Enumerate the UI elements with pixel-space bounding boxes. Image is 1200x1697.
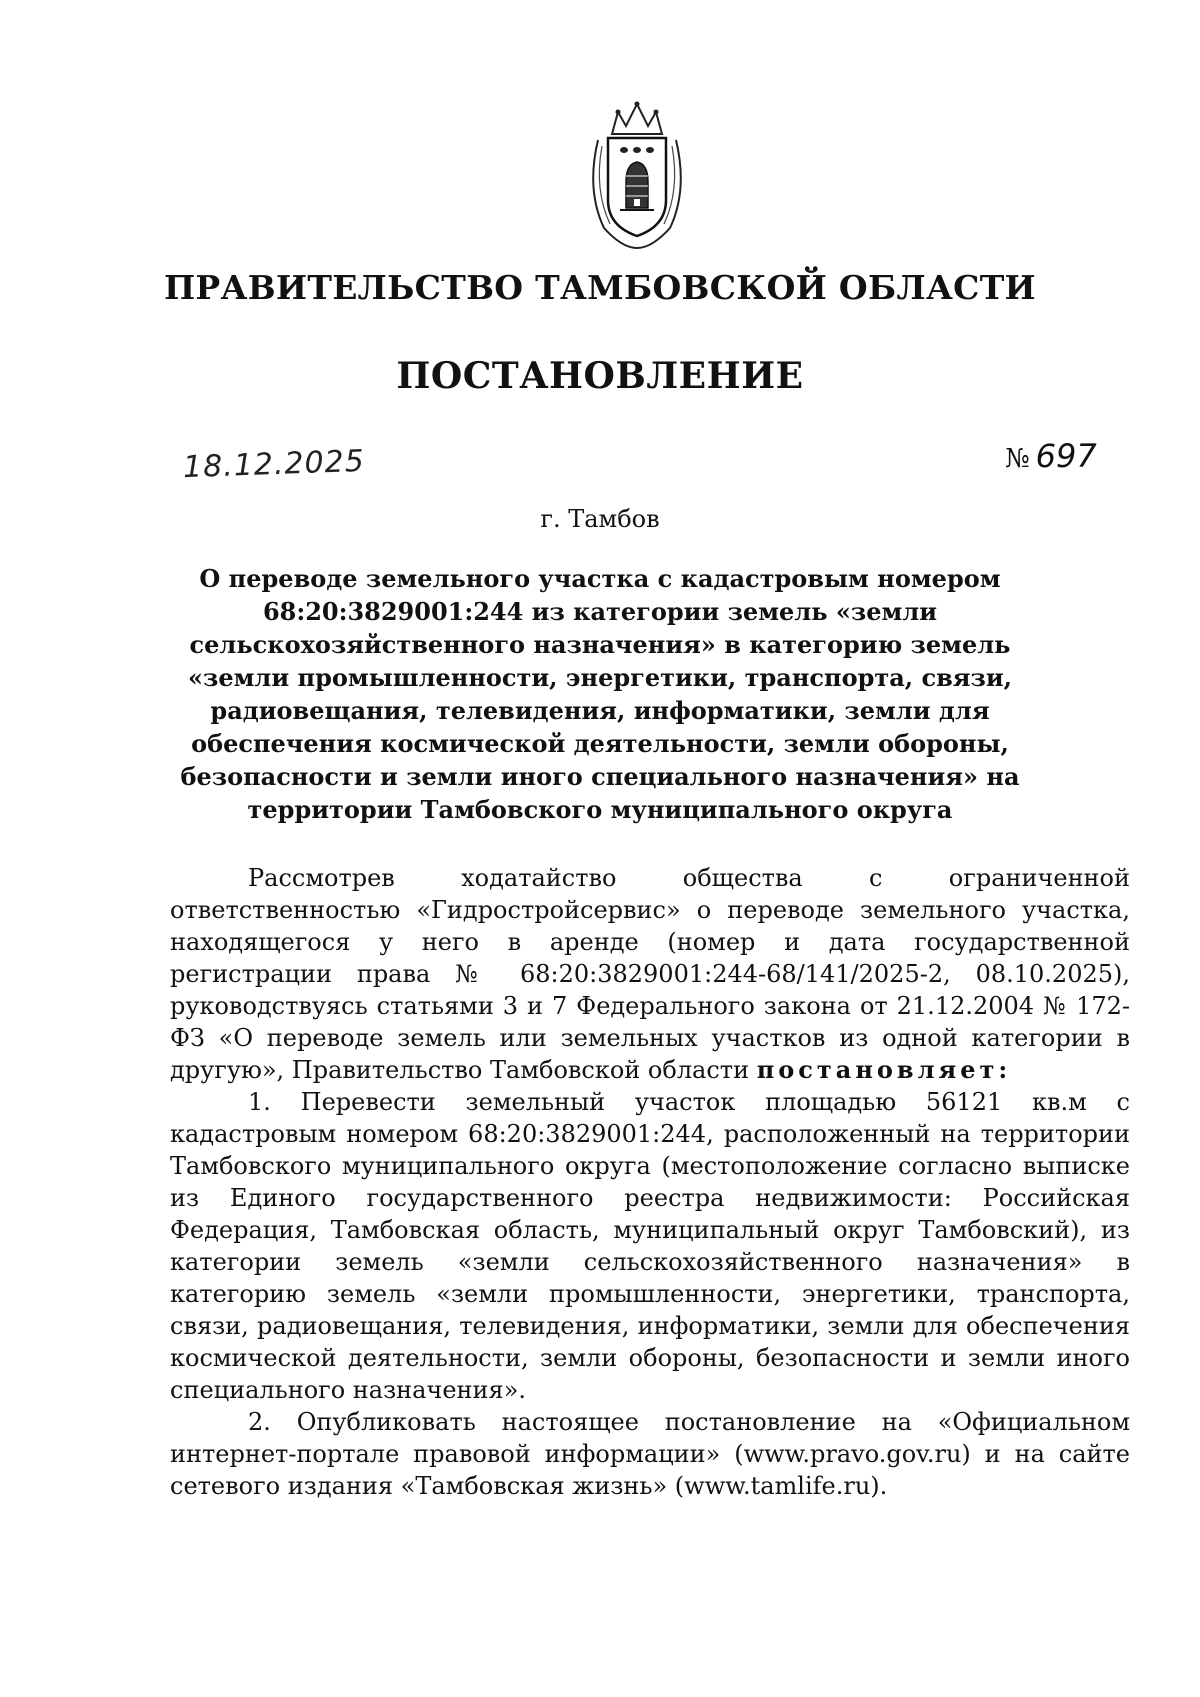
item-2: 2. Опубликовать настоящее постановление на «Официальном интернет-портале правовой информации» (www.pravo.gov.ru) и на сайте сетевого издания «Тамбовская жизнь» (www.tamlife.ru). (170, 1408, 1130, 1500)
decides-word: постановляет (756, 1055, 999, 1084)
document-type: ПОСТАНОВЛЕНИЕ (396, 355, 804, 397)
coat-of-arms-icon (582, 100, 692, 250)
preamble-paragraph (170, 862, 1130, 1086)
organization-name: ПРАВИТЕЛЬСТВО ТАМБОВСКОЙ ОБЛАСТИ (163, 268, 1037, 307)
document-body (170, 862, 1130, 1502)
city: г. Тамбов (540, 505, 660, 533)
document-date: 18.12.2025 (182, 443, 366, 486)
document-title: О переводе земельного участка с кадастровым номером 68:20:3829001:244 из категории земель «земли сельскохозяйственного назначения» в категорию земель «земли промышленности, энергетики, транспорта, связи, радиовещания, телевидения, информатики, земли для обеспечения космической деятельности, земли обороны, безопасности и земли иного специального назначения» на территории Тамбовского муниципального округа (180, 564, 1020, 824)
number-label: № (1005, 444, 1030, 474)
decides-colon: : (998, 1055, 1008, 1084)
item-1: 1. Перевести земельный участок площадью 56121 кв.м с кадастровым номером 68:20:3829001:244, расположенный на территории Тамбовского муниципального округа (местоположение согласно выписке из Единого государственного реестра недвижимости: Российская Федерация, Тамбовская область, муниципальный округ Тамбовский), из категории земель «земли сельскохозяйственного назначения» в категорию земель «земли промышленности, энергетики, транспорта, связи, радиовещания, телевидения, информатики, земли для обеспечения космической деятельности, земли обороны, безопасности и земли иного специального назначения». (170, 1088, 1130, 1404)
number-value: 697 (1035, 437, 1097, 475)
document-number (1005, 437, 1097, 475)
preamble-text: Рассмотрев ходатайство общества с ограниченной ответственностью «Гидростройсервис» о переводе земельного участка, находящегося у него в аренде (номер и дата государственной регистрации права № 68:20:3829001:244-68/141/2025-2, 08.10.2025), руководствуясь статьями 3 и 7 Федерального закона от 21.12.2004 № 172-ФЗ «О переводе земель или земельных участков из одной категории в другую», Правительство Тамбовской области (170, 864, 1130, 1084)
